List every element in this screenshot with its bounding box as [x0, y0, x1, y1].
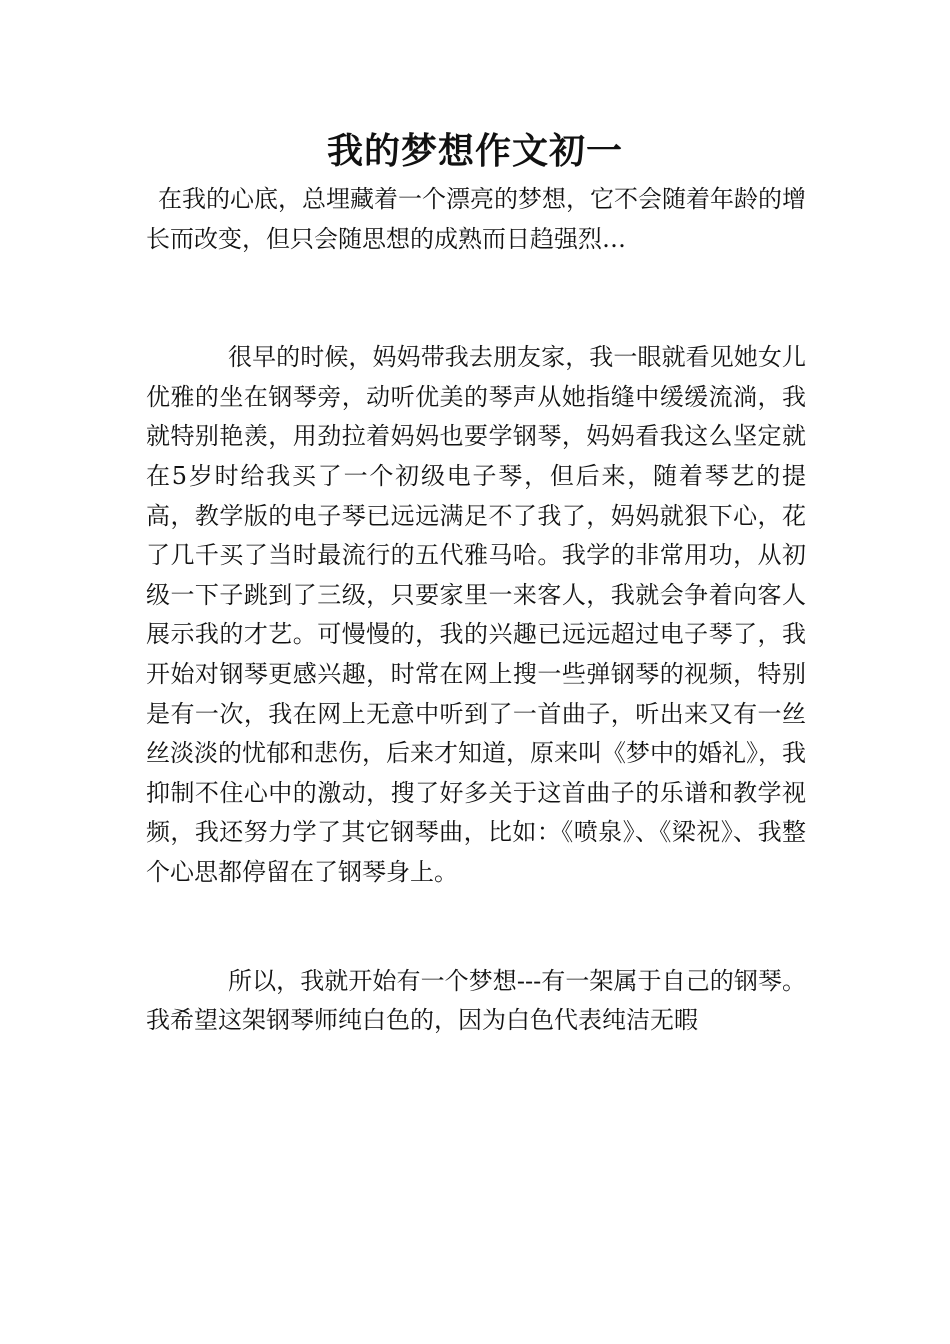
paragraph-spacer — [146, 259, 806, 338]
paragraph-spacer — [146, 893, 806, 962]
paragraph-intro: 在我的心底，总埋藏着一个漂亮的梦想，它不会随着年龄的增长而改变，但只会随思想的成熟而日趋强烈… — [146, 185, 806, 253]
document-body — [146, 180, 806, 1041]
paragraph-dream: 所以，我就开始有一个梦想---有一架属于自己的钢琴。我希望这架钢琴师纯白色的，因为白色代表纯洁无暇 — [146, 966, 806, 1035]
paragraph-piano-story: 很早的时候，妈妈带我去朋友家，我一眼就看见她女儿优雅的坐在钢琴旁，动听优美的琴声从她指缝中缓缓流淌，我就特别艳羡，用劲拉着妈妈也要学钢琴，妈妈看我这么坚定就在5岁时给我买了一个初级电子琴，但后来，随着琴艺的提高，教学版的电子琴已远远满足不了我了，妈妈就狠下心，花了几千买了当时最流行的五代雅马哈。我学的非常用功，从初级一下子跳到了三级，只要家里一来客人，我就会争着向客人展示我的才艺。可慢慢的，我的兴趣已远远超过电子琴了，我开始对钢琴更感兴趣，时常在网上搜一些弹钢琴的视频，特别是有一次，我在网上无意中听到了一首曲子，听出来又有一丝丝淡淡的忧郁和悲伤，后来才知道，原来叫《梦中的婚礼》，我抑制不住心中的激动，搜了好多关于这首曲子的乐谱和教学视频，我还努力学了其它钢琴曲，比如：《喷泉》、《梁祝》、我整个心思都停留在了钢琴身上。 — [146, 343, 806, 886]
document-title: 我的梦想作文初一 — [326, 131, 623, 172]
